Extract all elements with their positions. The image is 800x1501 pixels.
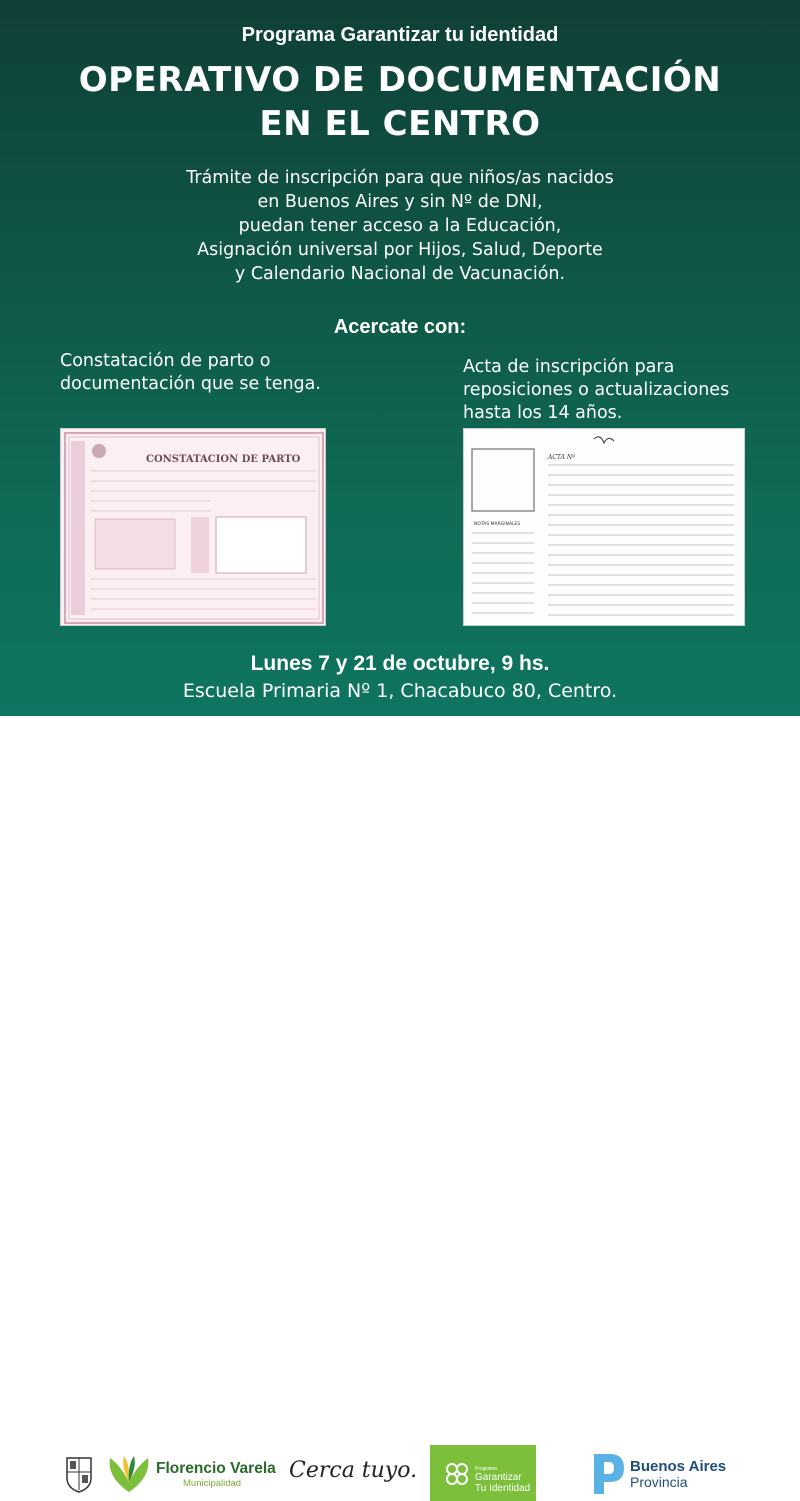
gti-program-label: Programa xyxy=(475,1466,497,1472)
left-requirement xyxy=(60,350,360,396)
municipalidad-label: Municipalidad xyxy=(183,1478,242,1489)
description-line: y Calendario Nacional de Vacunación. xyxy=(234,264,566,284)
notas-marginales-label: NOTAS MARGINALES xyxy=(474,522,521,527)
acta-label: ACTA Nº xyxy=(548,454,575,461)
right-requirement-line: reposiciones o actualizaciones xyxy=(463,380,730,400)
constatacion-parto-image xyxy=(60,428,326,626)
program-name: Programa Garantizar tu identidad xyxy=(241,24,559,46)
description-line: en Buenos Aires y sin Nº de DNI, xyxy=(257,192,543,212)
main-title xyxy=(0,58,800,146)
acercate-heading: Acercate con: xyxy=(333,316,467,338)
acta-inscripcion-image xyxy=(463,428,745,626)
right-requirement xyxy=(463,356,783,425)
right-requirement-line: Acta de inscripción para xyxy=(463,357,675,377)
description-line: puedan tener acceso a la Educación, xyxy=(238,216,562,236)
constatacion-parto-drawing xyxy=(61,429,327,627)
description-line: Trámite de inscripción para que niños/as nacidos xyxy=(186,168,614,188)
buenos-aires-title: Buenos Aires xyxy=(630,1458,727,1475)
constatacion-title: CONSTATACION DE PARTO xyxy=(146,454,301,465)
florencio-varela-logo-icon xyxy=(104,1452,154,1496)
description-line: Asignación universal por Hijos, Salud, Deporte xyxy=(197,240,603,260)
coat-of-arms-icon xyxy=(64,1454,94,1494)
left-requirement-line: Constatación de parto o xyxy=(60,351,271,371)
description xyxy=(0,166,800,286)
gti-line-1: Garantizar xyxy=(475,1472,522,1483)
title-line-2: EN EL CENTRO xyxy=(259,104,541,144)
footer-logos xyxy=(0,716,800,1494)
cerca-tuyo-logo: Cerca tuyo. xyxy=(289,1458,418,1483)
poster xyxy=(0,0,800,716)
gti-line-2: Tu Identidad xyxy=(475,1483,531,1494)
title-line-1: OPERATIVO DE DOCUMENTACIÓN xyxy=(78,60,722,100)
right-requirement-line: hasta los 14 años. xyxy=(463,403,623,423)
left-requirement-line: documentación que se tenga. xyxy=(60,374,321,394)
garantizar-identidad-icon xyxy=(444,1461,470,1487)
florencio-varela-name: Florencio Varela xyxy=(156,1460,276,1477)
provincia-label: Provincia xyxy=(630,1474,688,1490)
event-address: Escuela Primaria Nº 1, Chacabuco 80, Centro. xyxy=(182,680,618,702)
acta-inscripcion-drawing xyxy=(464,429,746,627)
event-date: Lunes 7 y 21 de octubre, 9 hs. xyxy=(250,652,550,675)
buenos-aires-p-icon xyxy=(590,1452,626,1496)
